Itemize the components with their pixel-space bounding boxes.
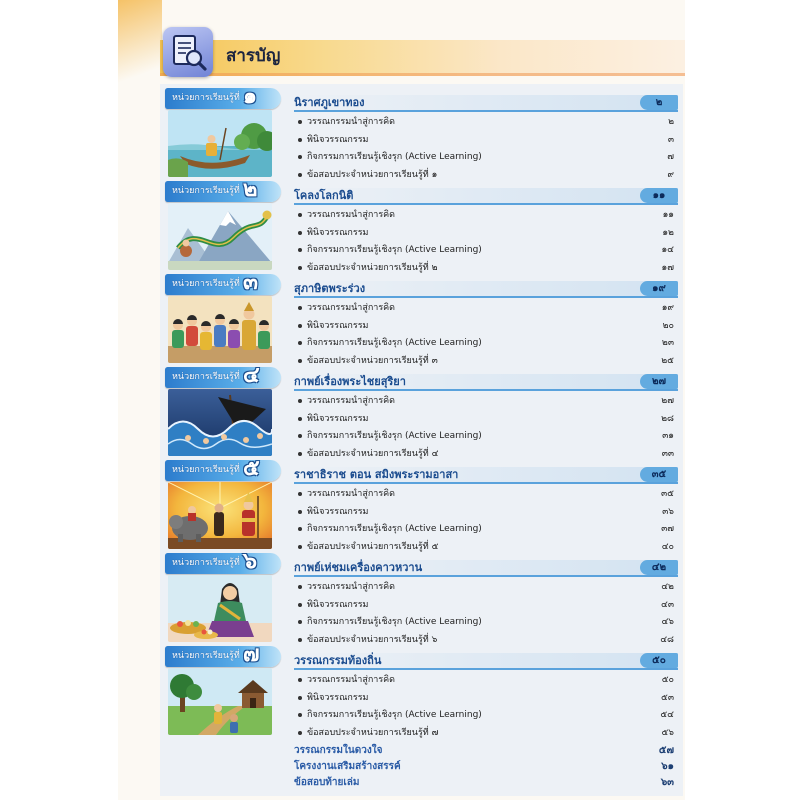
toc-extra-title: ข้อสอบท้ายเล่ม [294,777,360,788]
unit-number: ๒ [243,177,258,202]
unit-tab-label: หน่วยการเรียนรู้ที่ [172,186,240,196]
toc-item-title: วรรณกรรมนำสู่การคิด [307,396,396,406]
unit-title: ราชาธิราช ตอน สมิงพระรามอาสา [294,468,459,481]
unit-number: ๕ [243,456,260,481]
toc-item-page: ๑๒ [662,227,674,238]
toc-item [298,633,674,647]
toc-item-title: วรรณกรรมนำสู่การคิด [307,582,396,592]
unit-tab [165,270,281,295]
toc-item-title: กิจกรรมการเรียนรู้เชิงรุก (Active Learning) [307,617,482,627]
bullet-dot [298,266,302,270]
toc-item [298,301,674,315]
toc-extra-item [294,775,676,791]
book-search-icon [163,27,213,77]
toc-item [298,708,674,722]
toc-item [298,487,674,501]
toc-extra-title: วรรณกรรมในดวงใจ [294,745,383,756]
toc-item-title: พินิจวรรณกรรม [307,599,369,610]
unit-title: นิราศภูเขาทอง [294,96,365,109]
toc-item-page: ๓ [667,134,674,145]
unit-title: โคลงโลกนิติ [294,189,354,202]
toc-item [298,319,674,333]
unit-title-row [294,560,678,577]
toc-item-page: ๒๘ [661,413,674,424]
bullet-dot [298,138,302,142]
toc-item [298,598,674,612]
bullet-dot [298,696,302,700]
bullet-dot [298,324,302,328]
toc-item-title: พินิจวรรณกรรม [307,506,369,517]
toc-extra-page: ๖๑ [661,761,674,772]
toc-item [298,615,674,629]
unit-tab-label: หน่วยการเรียนรู้ที่ [172,93,240,103]
unit-illustration [168,389,272,456]
toc-item-page: ๔๐ [661,541,674,552]
toc-extra-item [294,743,676,759]
unit-tab-label: หน่วยการเรียนรู้ที่ [172,279,240,289]
unit-title: กาพย์เห่ชมเครื่องคาวหวาน [294,561,423,574]
toc-item-title: วรรณกรรมนำสู่การคิด [307,117,396,127]
toc-extra-item [294,759,676,775]
bullet-dot [298,585,302,589]
toc-item [298,133,674,147]
toc-item-title: พินิจวรรณกรรม [307,413,369,424]
unit-1 [160,84,683,181]
toc-item [298,673,674,687]
unit-illustration [168,668,272,735]
toc-item-title: ข้อสอบประจำหน่วยการเรียนรู้ที่ ๓ [307,355,438,366]
toc-item-title: วรรณกรรมนำสู่การคิด [307,303,396,313]
toc-item-title: กิจกรรมการเรียนรู้เชิงรุก (Active Learning) [307,245,482,255]
unit-illustration [168,296,272,363]
bullet-dot [298,527,302,531]
unit-page-number: ๕๐ [640,653,678,668]
unit-tab-label: หน่วยการเรียนรู้ที่ [172,651,240,661]
toc-item-page: ๕๖ [661,727,674,738]
toc-item-title: กิจกรรมการเรียนรู้เชิงรุก (Active Learning) [307,710,482,720]
toc-item-page: ๑๙ [661,303,674,313]
unit-title: กาพย์เรื่องพระไชยสุริยา [294,375,406,388]
toc-item [298,522,674,536]
unit-4 [160,363,683,460]
unit-title-row [294,467,678,484]
bullet-dot [298,731,302,735]
toc-item-page: ๔๖ [661,617,674,627]
toc-item [298,226,674,240]
toc-item-title: วรรณกรรมนำสู่การคิด [307,489,396,499]
page-corner-decoration [118,0,162,95]
toc-item [298,447,674,461]
unit-illustration [168,203,272,270]
unit-tab [165,84,281,109]
bullet-dot [298,638,302,642]
bullet-dot [298,213,302,217]
unit-2 [160,177,683,274]
toc-item-page: ๓๓ [661,448,674,459]
toc-item [298,691,674,705]
unit-number: ๗ [243,642,260,667]
toc-item-page: ๒๗ [661,396,674,406]
toc-item [298,429,674,443]
unit-number: ๖ [243,549,257,574]
toc-item-page: ๓๗ [661,524,674,534]
toc-item [298,150,674,164]
toc-item-title: ข้อสอบประจำหน่วยการเรียนรู้ที่ ๗ [307,727,439,738]
toc-item-page: ๔๓ [661,599,674,610]
bullet-dot [298,492,302,496]
toc-item-title: ข้อสอบประจำหน่วยการเรียนรู้ที่ ๒ [307,262,438,273]
bullet-dot [298,359,302,363]
toc-item-title: วรรณกรรมนำสู่การคิด [307,210,396,220]
unit-tab [165,177,281,202]
toc-item [298,336,674,350]
toc-item [298,354,674,368]
toc-item-title: พินิจวรรณกรรม [307,134,369,145]
toc-item-title: พินิจวรรณกรรม [307,320,369,331]
toc-item [298,394,674,408]
toc-item [298,115,674,129]
unit-page-number: ๓๕ [640,467,678,482]
bullet-dot [298,341,302,345]
toc-item [298,243,674,257]
toc-item-page: ๒๐ [662,320,674,331]
toc-item-page: ๔๘ [660,634,674,645]
unit-title: สุภาษิตพระร่วง [294,282,366,295]
bullet-dot [298,155,302,159]
toc-item [298,726,674,740]
toc-extra-page: ๕๗ [658,745,674,756]
toc-item-title: กิจกรรมการเรียนรู้เชิงรุก (Active Learning) [307,524,482,534]
toc-item-title: ข้อสอบประจำหน่วยการเรียนรู้ที่ ๕ [307,541,439,552]
unit-tab [165,456,281,481]
bullet-dot [298,452,302,456]
toc-item-page: ๑๑ [662,210,674,220]
unit-title: วรรณกรรมท้องถิ่น [294,654,382,667]
bullet-dot [298,248,302,252]
unit-page-number: ๑๑ [640,188,678,203]
toc-item-page: ๙ [667,169,674,180]
unit-illustration [168,110,272,177]
toc-item-title: พินิจวรรณกรรม [307,227,369,238]
unit-page-number: ๒๗ [640,374,678,389]
unit-tab-label: หน่วยการเรียนรู้ที่ [172,558,240,568]
toc-item-page: ๕๓ [661,692,674,703]
bullet-dot [298,120,302,124]
toc-item-title: ข้อสอบประจำหน่วยการเรียนรู้ที่ ๖ [307,634,438,645]
bullet-dot [298,417,302,421]
toc-extra-page: ๖๓ [660,777,674,788]
toc-item-page: ๒ [668,117,674,127]
unit-page-number: ๒ [640,95,678,110]
toc-item-title: กิจกรรมการเรียนรู้เชิงรุก (Active Learning) [307,338,482,348]
unit-tab-label: หน่วยการเรียนรู้ที่ [172,465,240,475]
unit-illustration [168,482,272,549]
toc-item-page: ๕๔ [660,710,674,720]
unit-page-number: ๔๒ [640,560,678,575]
bullet-dot [298,434,302,438]
toc-item [298,412,674,426]
unit-tab [165,363,281,388]
toc-item-title: กิจกรรมการเรียนรู้เชิงรุก (Active Learning) [307,152,482,162]
toc-item [298,261,674,275]
unit-number: ๓ [243,270,259,295]
bullet-dot [298,510,302,514]
toc-item-title: กิจกรรมการเรียนรู้เชิงรุก (Active Learning) [307,431,482,441]
unit-tab-label: หน่วยการเรียนรู้ที่ [172,372,240,382]
toc-item-page: ๒๕ [661,355,674,366]
unit-tab [165,549,281,574]
bullet-dot [298,713,302,717]
toc-item-title: ข้อสอบประจำหน่วยการเรียนรู้ที่ ๔ [307,448,439,459]
unit-number: ๔ [243,363,260,388]
toc-item-page: ๗ [667,152,674,162]
unit-7 [160,642,683,739]
unit-tab [165,642,281,667]
bullet-dot [298,306,302,310]
bullet-dot [298,620,302,624]
bullet-dot [298,399,302,403]
bullet-dot [298,603,302,607]
unit-title-row [294,374,678,391]
toc-item-page: ๓๕ [661,489,674,499]
toc-item-page: ๓๑ [662,431,674,441]
unit-number: ๑ [243,84,257,109]
bullet-dot [298,231,302,235]
toc-item-page: ๒๓ [661,338,674,348]
toc-item-page: ๕๐ [661,675,674,685]
toc-item [298,505,674,519]
unit-6 [160,549,683,646]
toc-item-page: ๑๔ [661,245,674,255]
unit-title-row [294,95,678,112]
toc-item-title: ข้อสอบประจำหน่วยการเรียนรู้ที่ ๑ [307,169,438,180]
toc-extra-title: โครงงานเสริมสร้างสรรค์ [294,761,401,772]
unit-3 [160,270,683,367]
bullet-dot [298,173,302,177]
toc-item [298,208,674,222]
toc-item-page: ๓๖ [662,506,674,517]
unit-page-number: ๑๙ [640,281,678,296]
page-title: สารบัญ [226,46,281,66]
unit-title-row [294,188,678,205]
toc-item-page: ๔๒ [661,582,674,592]
toc-item-title: พินิจวรรณกรรม [307,692,369,703]
unit-illustration [168,575,272,642]
toc-item-page: ๑๗ [661,262,674,273]
toc-item-title: วรรณกรรมนำสู่การคิด [307,675,396,685]
bullet-dot [298,678,302,682]
unit-title-row [294,653,678,670]
toc-item [298,580,674,594]
unit-title-row [294,281,678,298]
unit-5 [160,456,683,553]
toc-item [298,168,674,182]
toc-item [298,540,674,554]
bullet-dot [298,545,302,549]
